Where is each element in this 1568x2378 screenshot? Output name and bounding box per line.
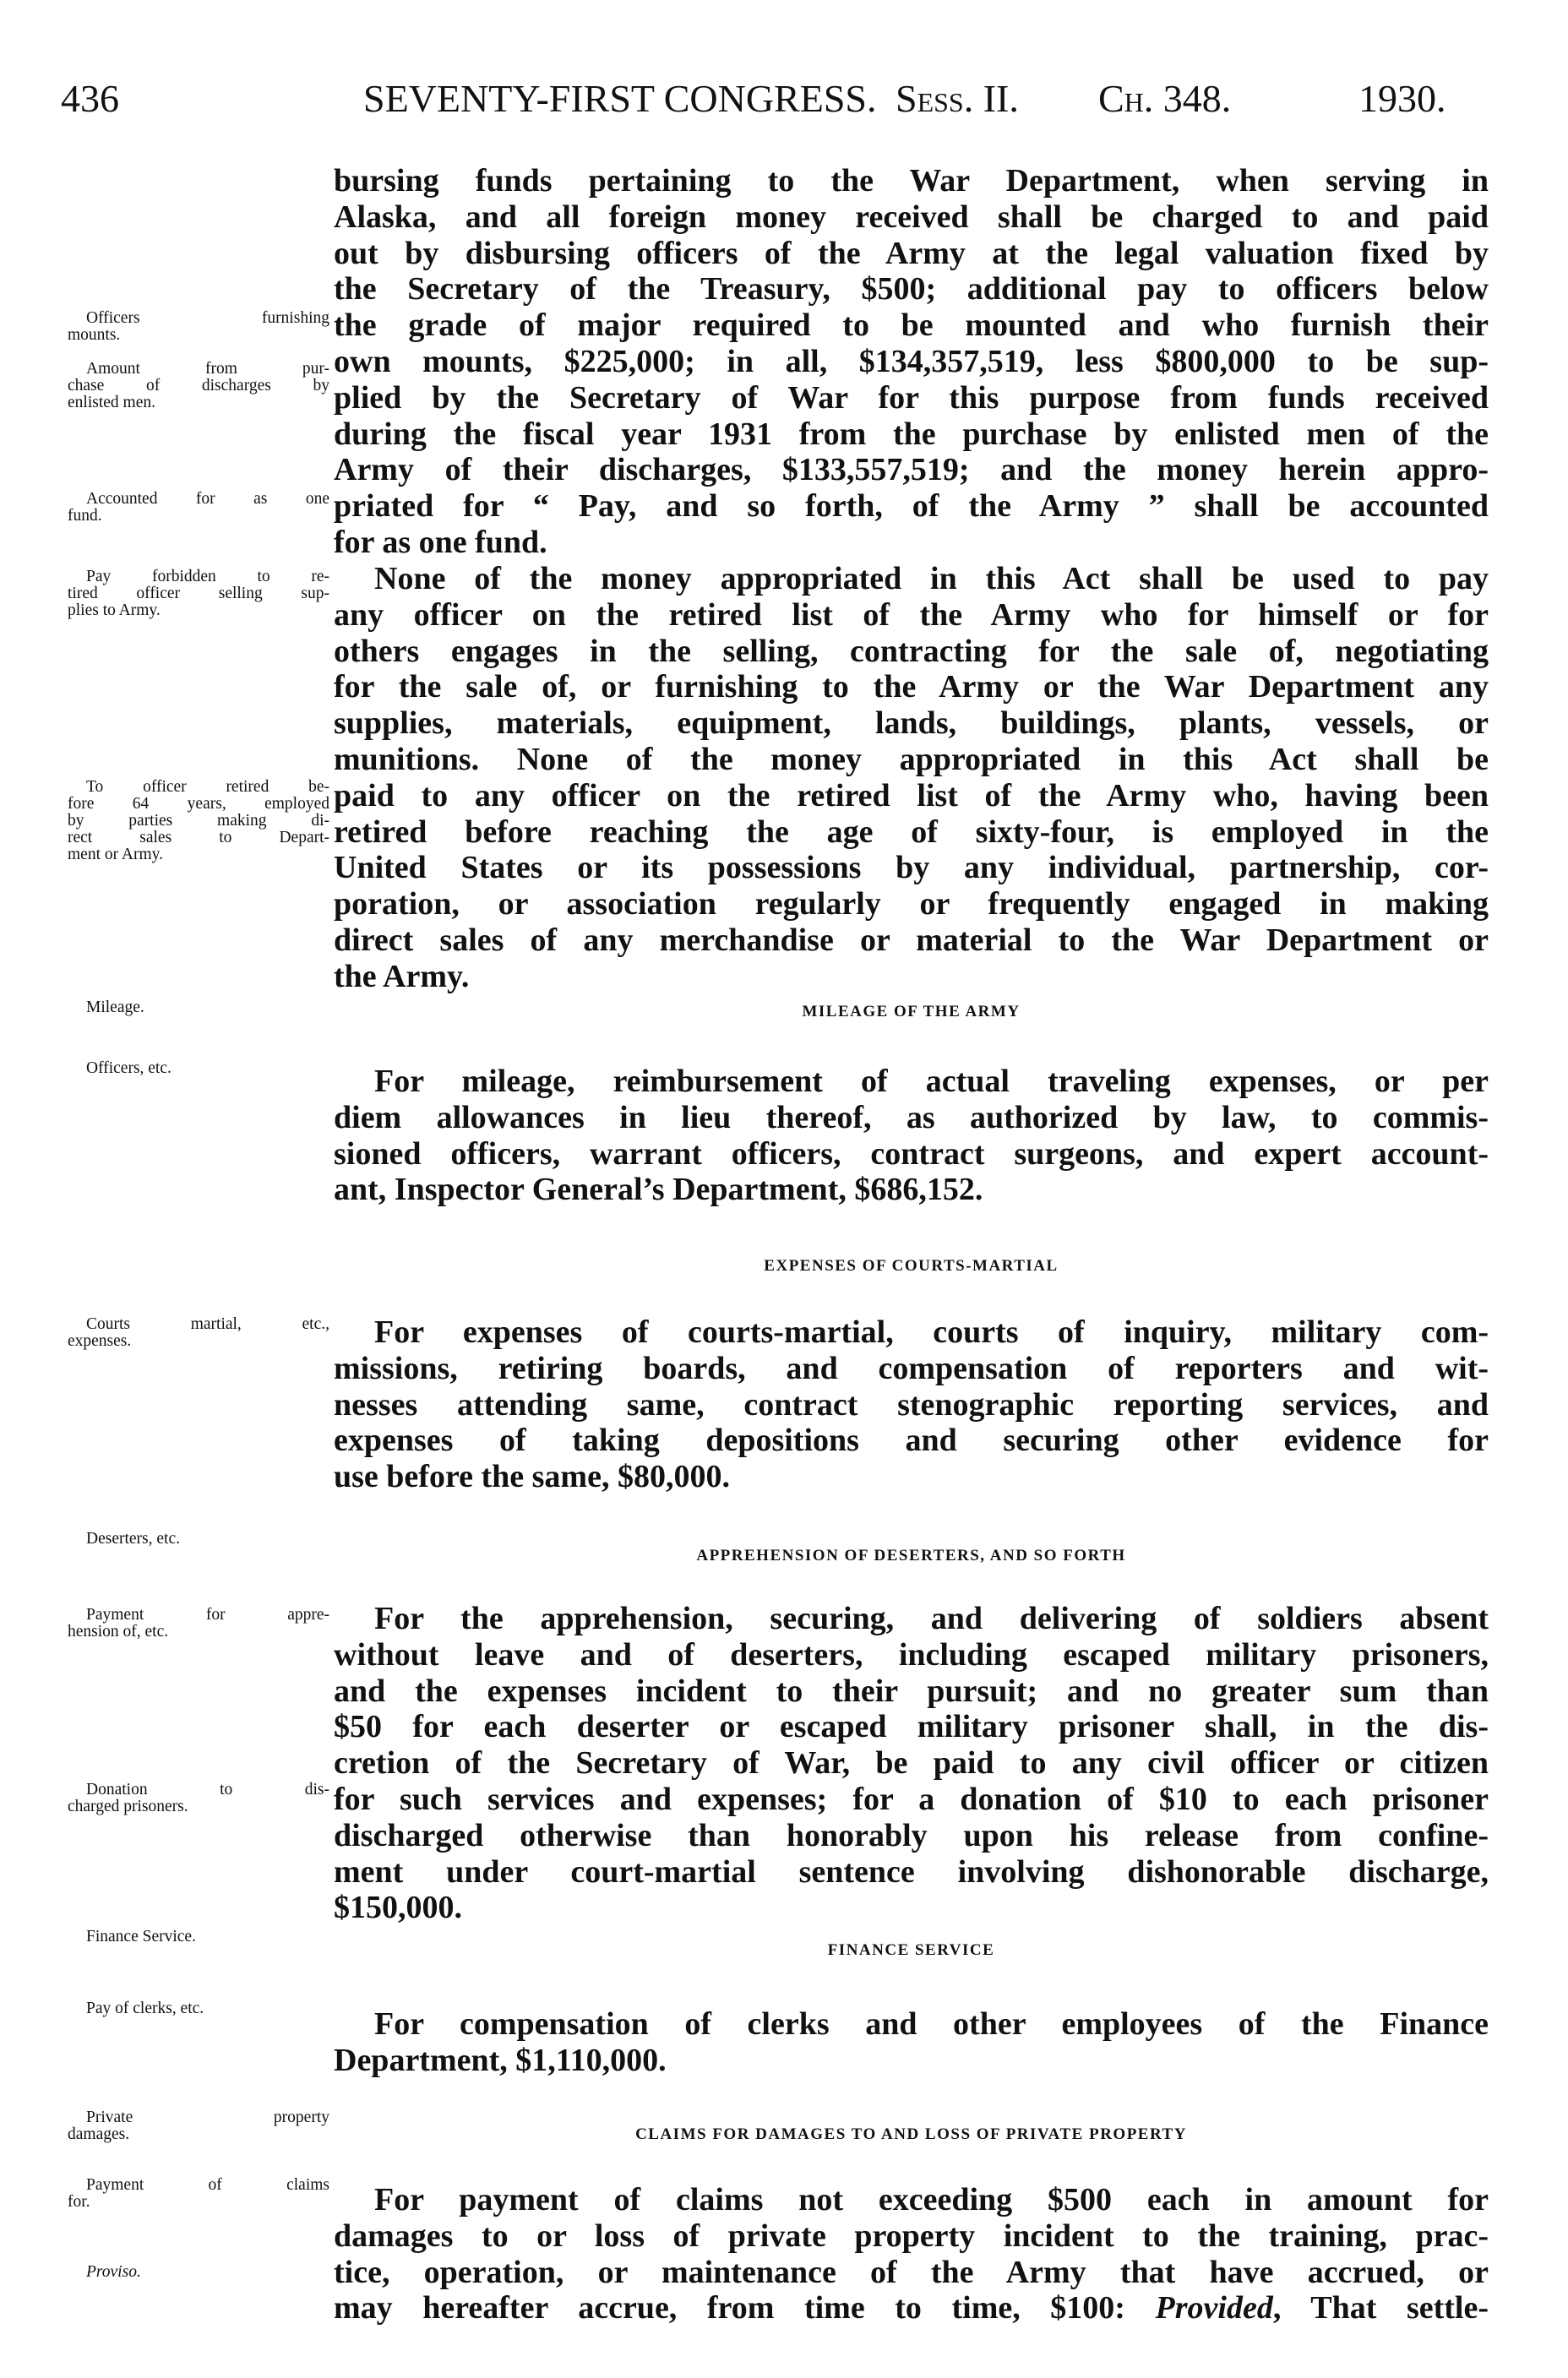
margin-note [68, 1060, 329, 1077]
section-heading: FINANCE SERVICE [827, 1941, 995, 1959]
paragraph [334, 2182, 1489, 2326]
margin-note-line: Officers furnishing [86, 309, 329, 327]
paragraph [334, 1601, 1489, 1926]
margin-note [68, 2177, 329, 2211]
paragraph [334, 1314, 1489, 1495]
margin-note-line: plies to Army. [68, 601, 161, 619]
text-line: bursing funds pertaining to the War Department, when serving in [334, 163, 1489, 199]
section-heading: EXPENSES OF COURTS-MARTIAL [764, 1257, 1059, 1275]
margin-note-line: ment or Army. [68, 846, 164, 863]
text-line: $50 for each deserter or escaped military prisoner shall, in the dis- [334, 1709, 1489, 1745]
text-line: nesses attending same, contract stenographic reporting services, and [334, 1386, 1489, 1423]
text-line: the grade of major required to be mounted and who furnish their [334, 307, 1489, 344]
text-line: damages to or loss of private property incident to the training, prac- [334, 2217, 1489, 2254]
text-line: $150,000. [334, 1890, 462, 1926]
text-line: United States or its possessions by any individual, partnership, cor- [334, 850, 1489, 886]
text-line: For expenses of courts-martial, courts of inquiry, military com- [374, 1314, 1489, 1350]
text-line: poration, or association regularly or frequently engaged in making [334, 886, 1489, 922]
margin-note-line: for. [68, 2193, 90, 2211]
text-line: Department, $1,110,000. [334, 2042, 667, 2078]
margin-note-line: damages. [68, 2125, 130, 2143]
margin-note [68, 1929, 329, 1945]
margin-note [68, 779, 329, 863]
text-line: during the fiscal year 1931 from the purchase by enlisted men of the [334, 416, 1489, 452]
paragraph [334, 1064, 1489, 1208]
section-heading: CLAIMS FOR DAMAGES TO AND LOSS OF PRIVATE PROPERTY [635, 2125, 1187, 2143]
text-line: direct sales of any merchandise or material to the War Department or [334, 922, 1489, 958]
margin-note-line: Courts martial, etc., [86, 1315, 329, 1333]
text-line: use before the same, $80,000. [334, 1459, 730, 1495]
text-line: missions, retiring boards, and compensation of reporters and wit- [334, 1350, 1489, 1386]
text-line: For mileage, reimbursement of actual traveling expenses, or per [374, 1064, 1489, 1099]
margin-note-line: fund. [68, 507, 102, 525]
margin-note [68, 2109, 329, 2143]
margin-note [68, 1316, 329, 1350]
text-line: expenses of taking depositions and securing other evidence for [334, 1423, 1489, 1459]
text-run: may hereafter accrue, from time to time, $100: [334, 2290, 1156, 2326]
margin-note-line: tired officer selling sup- [68, 585, 329, 602]
year: 1930. [1358, 77, 1446, 120]
text-line: retired before reaching the age of sixty-four, is employed in the [334, 814, 1489, 850]
italic-text: Provided [1155, 2290, 1273, 2326]
text-line: for as one fund. [334, 524, 547, 560]
margin-note-line: Mileage. [86, 999, 144, 1016]
text-line: tice, operation, or maintenance of the Army that have accrued, or [334, 2254, 1489, 2290]
margin-note-line: Officers, etc. [86, 1059, 172, 1077]
text-line: without leave and of deserters, including escaped military prisoners, [334, 1636, 1489, 1673]
text-line: None of the money appropriated in this Act shall be used to pay [374, 561, 1489, 596]
text-line: Army of their discharges, $133,557,519; and the money herein appro- [334, 452, 1489, 488]
text-line: For the apprehension, securing, and delivering of soldiers absent [374, 1601, 1489, 1636]
margin-note-line: Donation to dis- [86, 1781, 329, 1798]
margin-note-line: Proviso. [86, 2263, 141, 2281]
session: Sess. II. [896, 77, 1019, 120]
margin-note-line: Finance Service. [86, 1928, 196, 1945]
margin-note-line: To officer retired be- [86, 778, 329, 796]
paragraph [334, 163, 1489, 561]
margin-note-line: Payment for appre- [86, 1606, 329, 1624]
text-line: sioned officers, warrant officers, contract surgeons, and expert account- [334, 1135, 1489, 1172]
margin-note [68, 999, 329, 1016]
text-line: priated for “ Pay, and so forth, of the Army ” shall be accounted [334, 488, 1489, 525]
text-line: for such services and expenses; for a donation of $10 to each prisoner [334, 1781, 1489, 1817]
text-line [334, 2290, 1489, 2326]
text-line: For compensation of clerks and other employees of the Finance [374, 2006, 1489, 2042]
margin-note-line: Payment of claims [86, 2176, 329, 2194]
margin-note-line: by parties making di- [68, 812, 329, 830]
margin-note-line: Pay of clerks, etc. [86, 2000, 204, 2017]
margin-note [68, 1607, 329, 1641]
text-line: plied by the Secretary of War for this purpose from funds received [334, 379, 1489, 416]
margin-note [68, 2000, 329, 2017]
text-line: diem allowances in lieu thereof, as authorized by law, to commis- [334, 1099, 1489, 1135]
text-line: cretion of the Secretary of War, be paid to any civil officer or citizen [334, 1745, 1489, 1782]
text-line: any officer on the retired list of the Army who for himself or for [334, 596, 1489, 633]
section-heading: APPREHENSION OF DESERTERS, AND SO FORTH [696, 1547, 1126, 1564]
margin-note-line: fore 64 years, employed [68, 795, 329, 813]
text-line: the Secretary of the Treasury, $500; additional pay to officers below [334, 271, 1489, 307]
margin-note [68, 1782, 329, 1815]
chapter: Ch. 348. [1098, 77, 1232, 120]
margin-note-line: Accounted for as one [86, 490, 329, 508]
margin-note [68, 361, 329, 411]
text-line: the Army. [334, 958, 470, 994]
margin-note-line: enlisted men. [68, 394, 155, 411]
margin-note-line: expenses. [68, 1332, 132, 1350]
margin-note [68, 569, 329, 619]
text-line: own mounts, $225,000; in all, $134,357,519, less $800,000 to be sup- [334, 343, 1489, 379]
text-line: Alaska, and all foreign money received shall be charged to and paid [334, 199, 1489, 235]
text-line: ant, Inspector General’s Department, $686,152. [334, 1172, 983, 1208]
margin-note-line: chase of discharges by [68, 377, 329, 395]
margin-note [68, 2264, 329, 2281]
text-line: supplies, materials, equipment, lands, buildings, plants, vessels, or [334, 705, 1489, 742]
margin-note [68, 310, 329, 344]
margin-note-line: rect sales to Depart- [68, 829, 329, 846]
congress-title: SEVENTY-FIRST CONGRESS. [363, 77, 877, 120]
text-line: out by disbursing officers of the Army at the legal valuation fixed by [334, 235, 1489, 271]
text-line: ment under court-martial sentence involving dishonorable discharge, [334, 1853, 1489, 1890]
text-line: others engages in the selling, contracting for the sale of, negotiating [334, 633, 1489, 669]
text-run: , That settle- [1272, 2290, 1489, 2326]
margin-note-line: Amount from pur- [86, 360, 329, 378]
page-number: 436 [61, 77, 119, 120]
text-line: For payment of claims not exceeding $500 each in amount for [374, 2182, 1489, 2217]
margin-note-line: hension of, etc. [68, 1623, 169, 1641]
margin-note-line: Deserters, etc. [86, 1530, 180, 1548]
text-line: for the sale of, or furnishing to the Army or the War Department any [334, 669, 1489, 705]
margin-note [68, 491, 329, 525]
margin-note-line: mounts. [68, 326, 121, 344]
section-heading: MILEAGE OF THE ARMY [802, 1003, 1021, 1020]
text-line: and the expenses incident to their pursuit; and no greater sum than [334, 1673, 1489, 1709]
paragraph [334, 561, 1489, 995]
paragraph [334, 2006, 1489, 2079]
text-line: munitions. None of the money appropriated in this Act shall be [334, 741, 1489, 777]
text-line: discharged otherwise than honorably upon his release from confine- [334, 1817, 1489, 1853]
margin-note-line: charged prisoners. [68, 1798, 188, 1815]
margin-note [68, 1531, 329, 1548]
margin-note-line: Pay forbidden to re- [86, 568, 329, 585]
margin-note-line: Private property [86, 2109, 329, 2126]
text-line: paid to any officer on the retired list of the Army who, having been [334, 777, 1489, 814]
